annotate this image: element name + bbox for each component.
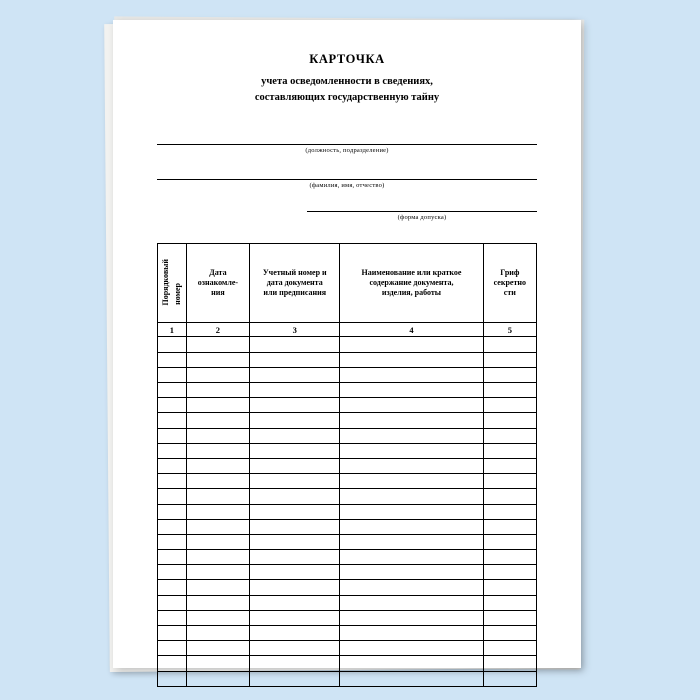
field-clearance-form[interactable] [157, 198, 537, 221]
table-row[interactable] [158, 641, 537, 656]
table-cell[interactable] [158, 489, 187, 504]
table-header-date-line-1: Дата [209, 268, 227, 278]
table-cell[interactable] [340, 337, 483, 352]
title-line-2: учета осведомленности в сведениях, [261, 76, 433, 87]
table-cell[interactable] [186, 641, 250, 656]
table-cell[interactable] [340, 504, 483, 519]
table-cell[interactable] [186, 610, 250, 625]
table-cell[interactable] [483, 534, 536, 549]
table-cell[interactable] [340, 428, 483, 443]
table-row[interactable] [158, 626, 537, 641]
field-position-department-caption: (должность, подразделение) [305, 147, 389, 155]
table-cell[interactable] [340, 641, 483, 656]
table-cell[interactable] [158, 671, 187, 686]
field-clearance-form-line[interactable] [307, 198, 537, 212]
table-cell[interactable] [250, 641, 340, 656]
table-cell[interactable] [250, 610, 340, 625]
table-cell[interactable] [186, 671, 250, 686]
table-cell[interactable] [340, 367, 483, 382]
table-cell[interactable] [250, 337, 340, 352]
table-header-row [158, 244, 537, 323]
table-cell[interactable] [483, 489, 536, 504]
table-cell[interactable] [186, 489, 250, 504]
table-cell[interactable] [483, 367, 536, 382]
table-header-secrecy-level-line-1: Гриф [500, 268, 520, 278]
table-cell[interactable] [158, 352, 187, 367]
table-cell[interactable] [186, 595, 250, 610]
table-cell[interactable] [483, 352, 536, 367]
table-row[interactable] [158, 398, 537, 413]
table-cell[interactable] [483, 337, 536, 352]
table-cell[interactable] [186, 504, 250, 519]
table-header-document-number-line-3: или предписания [263, 288, 327, 298]
table-cell[interactable] [250, 504, 340, 519]
table-row[interactable] [158, 413, 537, 428]
table-cell[interactable] [340, 656, 483, 671]
table-cell[interactable] [186, 519, 250, 534]
table-cell[interactable] [158, 443, 187, 458]
column-number-4: 4 [340, 323, 483, 337]
column-number-2: 2 [186, 323, 250, 337]
table-cell[interactable] [158, 626, 187, 641]
table-header-date-line-2: ознакомле- [197, 278, 239, 288]
table-cell[interactable] [340, 580, 483, 595]
table-cell[interactable] [483, 443, 536, 458]
table-cell[interactable] [340, 474, 483, 489]
table-cell[interactable] [158, 383, 187, 398]
record-table [157, 243, 537, 686]
page-content [113, 20, 581, 668]
table-cell[interactable] [250, 398, 340, 413]
table-cell[interactable] [158, 367, 187, 382]
table-cell[interactable] [340, 413, 483, 428]
table-row[interactable] [158, 474, 537, 489]
table-header-date-line-3: ния [211, 288, 225, 298]
table-header-description-line-3: изделия, работы [381, 288, 442, 298]
table-cell[interactable] [483, 398, 536, 413]
table-header-document-number [250, 244, 340, 323]
table-cell[interactable] [340, 610, 483, 625]
table-cell[interactable] [250, 671, 340, 686]
table-cell[interactable] [158, 398, 187, 413]
document-title-block [113, 52, 581, 105]
table-cell[interactable] [186, 534, 250, 549]
table-cell[interactable] [483, 474, 536, 489]
table-cell[interactable] [483, 641, 536, 656]
table-cell[interactable] [250, 565, 340, 580]
table-cell[interactable] [186, 656, 250, 671]
document-page [113, 20, 581, 668]
table-cell[interactable] [483, 383, 536, 398]
table-cell[interactable] [250, 580, 340, 595]
table-cell[interactable] [483, 550, 536, 565]
table-cell[interactable] [250, 367, 340, 382]
table-cell[interactable] [158, 610, 187, 625]
table-cell[interactable] [340, 398, 483, 413]
table-cell[interactable] [158, 337, 187, 352]
table-cell[interactable] [158, 458, 187, 473]
table-cell[interactable] [250, 519, 340, 534]
table-cell[interactable] [340, 534, 483, 549]
table-column-number-row [158, 323, 537, 337]
table-cell[interactable] [158, 428, 187, 443]
table-cell[interactable] [250, 595, 340, 610]
table-cell[interactable] [250, 550, 340, 565]
column-number-5: 5 [483, 323, 536, 337]
table-row[interactable] [158, 443, 537, 458]
table-row[interactable] [158, 610, 537, 625]
page-title: КАРТОЧКА [309, 52, 385, 66]
table-cell[interactable] [340, 458, 483, 473]
table-cell[interactable] [186, 550, 250, 565]
table-cell[interactable] [158, 580, 187, 595]
table-header-secrecy-level-line-2: секретно [493, 278, 527, 288]
table-cell[interactable] [340, 626, 483, 641]
table-row[interactable] [158, 671, 537, 686]
table-header-date [186, 244, 250, 323]
table-cell[interactable] [483, 428, 536, 443]
table-cell[interactable] [340, 489, 483, 504]
field-position-department-line[interactable] [157, 131, 537, 145]
table-cell[interactable] [340, 352, 483, 367]
table-header-description-line-2: содержание документа, [369, 278, 454, 288]
table-row[interactable] [158, 504, 537, 519]
table-cell[interactable] [158, 413, 187, 428]
table-cell[interactable] [250, 656, 340, 671]
table-cell[interactable] [186, 413, 250, 428]
table-cell[interactable] [186, 580, 250, 595]
table-cell[interactable] [158, 656, 187, 671]
table-cell[interactable] [158, 504, 187, 519]
table-row[interactable] [158, 428, 537, 443]
field-position-department[interactable] [157, 131, 537, 154]
table-cell[interactable] [250, 474, 340, 489]
table-cell[interactable] [186, 367, 250, 382]
table-cell[interactable] [340, 671, 483, 686]
table-cell[interactable] [483, 580, 536, 595]
table-cell[interactable] [483, 610, 536, 625]
field-fullname[interactable] [157, 166, 537, 189]
table-cell[interactable] [186, 337, 250, 352]
table-row[interactable] [158, 580, 537, 595]
table-cell[interactable] [340, 383, 483, 398]
table-cell[interactable] [186, 428, 250, 443]
table-header-document-number-line-2: дата документа [266, 278, 323, 288]
table-cell[interactable] [250, 443, 340, 458]
table-cell[interactable] [158, 519, 187, 534]
table-cell[interactable] [483, 626, 536, 641]
table-row[interactable] [158, 489, 537, 504]
fill-in-fields [113, 131, 581, 221]
table-cell[interactable] [340, 550, 483, 565]
table-cell[interactable] [186, 352, 250, 367]
table-header-secrecy-level-line-3: сти [503, 288, 516, 298]
table-row[interactable] [158, 595, 537, 610]
table-row[interactable] [158, 352, 537, 367]
field-fullname-caption: (фамилия, имя, отчество) [309, 182, 385, 190]
table-cell[interactable] [483, 595, 536, 610]
table-cell[interactable] [340, 595, 483, 610]
table-cell[interactable] [250, 413, 340, 428]
table-cell[interactable] [483, 671, 536, 686]
table-cell[interactable] [186, 458, 250, 473]
table-cell[interactable] [250, 352, 340, 367]
table-cell[interactable] [186, 443, 250, 458]
field-fullname-line[interactable] [157, 166, 537, 180]
table-cell[interactable] [158, 550, 187, 565]
table-body [158, 337, 537, 686]
table-row[interactable] [158, 519, 537, 534]
table-cell[interactable] [340, 443, 483, 458]
table-cell[interactable] [250, 489, 340, 504]
table-header-description-line-1: Наименование или краткое [361, 268, 462, 278]
table-cell[interactable] [483, 504, 536, 519]
table-header-description [340, 244, 483, 323]
title-line-3: составляющих государственную тайну [254, 92, 440, 104]
table-row[interactable] [158, 565, 537, 580]
table-cell[interactable] [186, 626, 250, 641]
table-cell[interactable] [483, 413, 536, 428]
table-row[interactable] [158, 367, 537, 382]
table-row[interactable] [158, 383, 537, 398]
table-cell[interactable] [483, 519, 536, 534]
table-cell[interactable] [186, 565, 250, 580]
table-cell[interactable] [483, 458, 536, 473]
table-cell[interactable] [158, 474, 187, 489]
table-header-sequence-number [158, 244, 187, 323]
table-cell[interactable] [158, 534, 187, 549]
field-clearance-form-caption: (форма допуска) [397, 214, 447, 222]
table-header-sequence-number-line-1: Порядковый [161, 258, 171, 306]
table-row[interactable] [158, 656, 537, 671]
table-row[interactable] [158, 337, 537, 352]
table-cell[interactable] [158, 641, 187, 656]
table-cell[interactable] [340, 565, 483, 580]
table-cell[interactable] [186, 474, 250, 489]
table-cell[interactable] [250, 383, 340, 398]
table-cell[interactable] [250, 534, 340, 549]
table-row[interactable] [158, 534, 537, 549]
column-number-1: 1 [158, 323, 187, 337]
table-header-sequence-number-line-2: номер [172, 283, 182, 306]
table-header-secrecy-level [483, 244, 536, 323]
table-cell[interactable] [158, 565, 187, 580]
table-cell[interactable] [250, 458, 340, 473]
table-cell[interactable] [158, 595, 187, 610]
table-cell[interactable] [186, 383, 250, 398]
table-row[interactable] [158, 550, 537, 565]
table-cell[interactable] [483, 656, 536, 671]
column-number-3: 3 [250, 323, 340, 337]
table-head [158, 244, 537, 337]
table-header-document-number-line-1: Учетный номер и [262, 268, 327, 278]
table-cell[interactable] [250, 428, 340, 443]
table-cell[interactable] [340, 519, 483, 534]
table-cell[interactable] [250, 626, 340, 641]
table-cell[interactable] [186, 398, 250, 413]
table-cell[interactable] [483, 565, 536, 580]
table-row[interactable] [158, 458, 537, 473]
